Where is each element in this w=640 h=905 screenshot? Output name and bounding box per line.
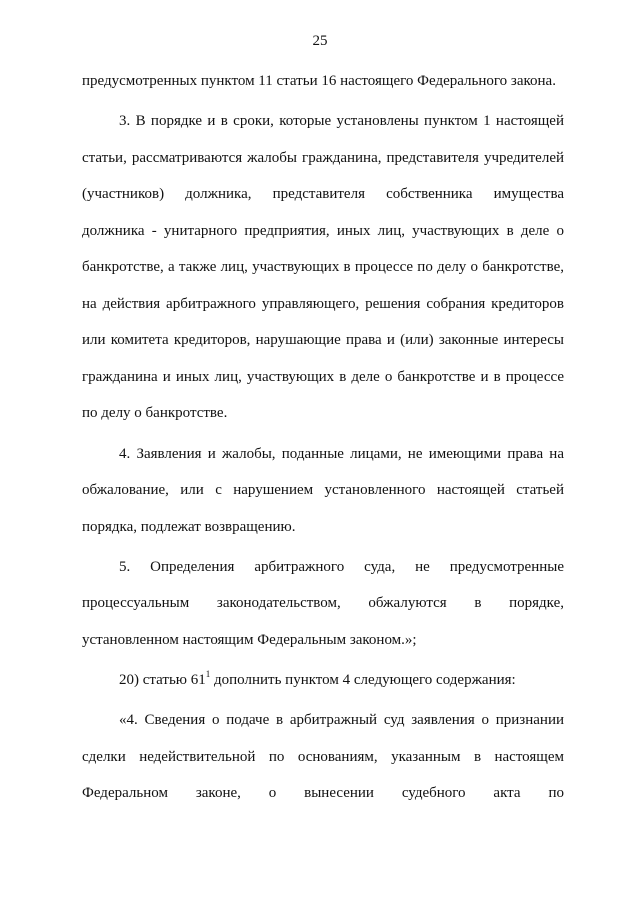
text-line: должника - унитарного предприятия, иных лиц, участвующих в деле о (82, 222, 564, 239)
text-line: установленном настоящим Федеральным законом.»; (82, 631, 417, 648)
text-line: гражданина и иных лиц, участвующих в деле о банкротстве и в процессе (82, 368, 564, 385)
page-number: 25 (312, 33, 328, 49)
text-line: обжалование, или с нарушением установленного настоящей статьей (82, 482, 564, 499)
text-line: Федеральном законе, о вынесении судебного акта по (82, 785, 564, 802)
text-line (82, 666, 564, 703)
text-line: (участников) должника, представителя собственника имущества (82, 186, 564, 203)
text-line: или комитета кредиторов, нарушающие права и (или) законные интересы (82, 332, 564, 349)
text-line: на действия арбитражного управляющего, решения собрания кредиторов (82, 295, 564, 312)
superscript: 1 (205, 669, 211, 680)
text-line: статьи, рассматриваются жалобы гражданина, представителя учредителей (82, 149, 564, 166)
text-segment: 20) статью 61 (119, 672, 206, 689)
text-line: порядка, подлежат возвращению. (82, 518, 296, 535)
text-line: банкротстве, а также лиц, участвующих в процессе по делу о банкротстве, (82, 259, 564, 276)
text-line: 3. В порядке и в сроки, которые установлены пунктом 1 настоящей (119, 113, 564, 130)
text-line: по делу о банкротстве. (82, 405, 228, 422)
text-line: «4. Сведения о подаче в арбитражный суд заявления о признании (119, 712, 564, 729)
document-body (82, 67, 564, 816)
text-segment: дополнить пунктом 4 следующего содержания: (210, 672, 516, 689)
text-line: 5. Определения арбитражного суда, не предусмотренные (119, 558, 564, 575)
text-line: 4. Заявления и жалобы, поданные лицами, не имеющими права на (119, 445, 564, 462)
text-line: предусмотренных пунктом 11 статьи 16 настоящего Федерального закона. (82, 73, 556, 89)
text-line: сделки недействительной по основаниям, указанным в настоящем (82, 748, 564, 765)
text-line: процессуальным законодательством, обжалуются в порядке, (82, 595, 564, 612)
